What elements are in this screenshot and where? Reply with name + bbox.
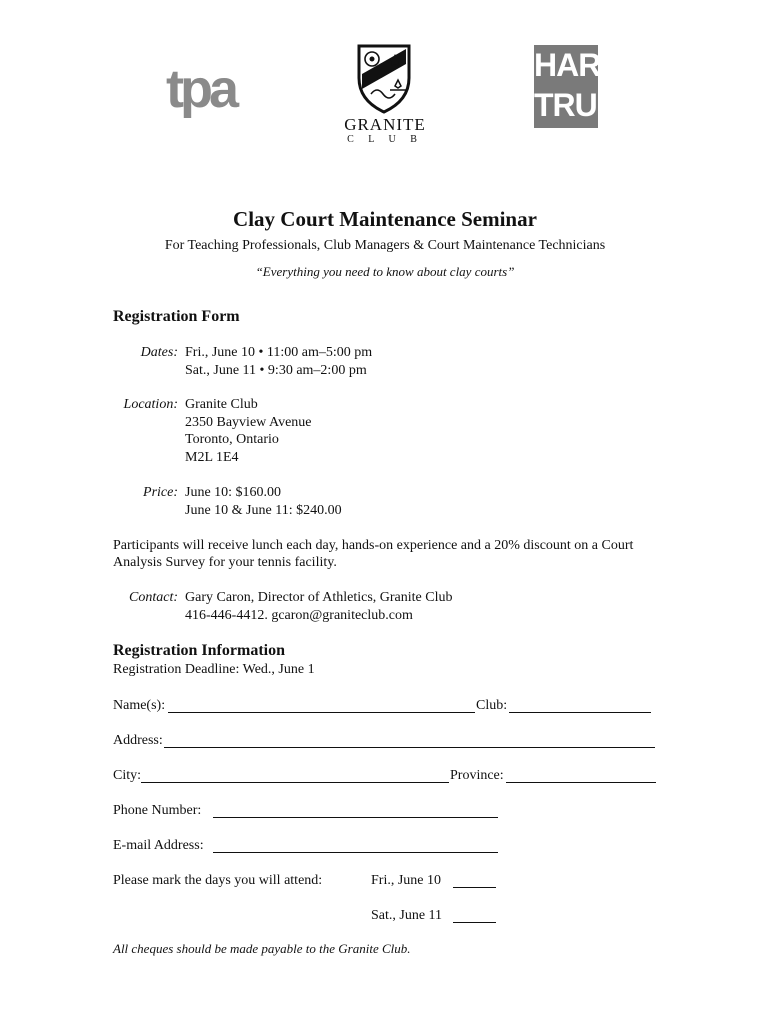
tagline: “Everything you need to know about clay courts” xyxy=(255,264,515,279)
names-label: Name(s): xyxy=(113,698,166,713)
price-line: June 10 & June 11: $240.00 xyxy=(185,502,342,518)
club-wordmark: C L U B xyxy=(347,134,423,145)
granite-wordmark: GRANITE xyxy=(344,115,426,134)
day2-mark-field[interactable] xyxy=(453,921,496,923)
club-label: Club: xyxy=(476,698,508,713)
registration-deadline: Registration Deadline: Wed., June 1 xyxy=(113,662,315,677)
page-subtitle: For Teaching Professionals, Club Managers & Court Maintenance Technicians xyxy=(164,238,606,253)
price-values xyxy=(185,484,342,519)
names-field[interactable] xyxy=(168,711,475,713)
day1-label: Fri., June 10 xyxy=(371,873,441,888)
contact-label: Contact: xyxy=(129,590,178,605)
registration-info-heading: Registration Information xyxy=(113,642,285,659)
date-line: Fri., June 10 • 11:00 am–5:00 pm xyxy=(185,345,373,360)
har-tru-logo xyxy=(534,45,605,128)
date-line: Sat., June 11 • 9:30 am–2:00 pm xyxy=(185,362,367,378)
city-label: City: xyxy=(113,768,142,783)
contact-values xyxy=(185,589,452,624)
city-field[interactable] xyxy=(141,781,449,783)
club-field[interactable] xyxy=(509,711,651,713)
cheque-note: All cheques should be made payable to the Granite Club. xyxy=(113,941,411,956)
price-label: Price: xyxy=(143,485,178,500)
registration-form-heading: Registration Form xyxy=(113,308,240,325)
tpa-logo: tpa xyxy=(166,59,235,119)
location-line: 2350 Bayview Avenue xyxy=(185,414,312,430)
province-field[interactable] xyxy=(506,781,656,783)
email-label: E-mail Address: xyxy=(113,838,204,853)
dates-values xyxy=(185,344,372,379)
har-tru-line2: TRU. xyxy=(534,87,605,123)
location-values xyxy=(185,396,312,466)
address-field[interactable] xyxy=(164,746,655,748)
phone-field[interactable] xyxy=(213,816,498,818)
province-label: Province: xyxy=(450,768,504,783)
page-title: Clay Court Maintenance Seminar xyxy=(233,207,537,231)
price-line: June 10: $160.00 xyxy=(185,485,282,500)
address-label: Address: xyxy=(113,733,163,748)
granite-club-crest-icon xyxy=(357,44,411,114)
contact-line: Gary Caron, Director of Athletics, Granite Club xyxy=(185,590,453,605)
day2-label: Sat., June 11 xyxy=(371,908,443,923)
location-line: Toronto, Ontario xyxy=(185,432,279,447)
har-tru-line1: HAR xyxy=(534,47,601,83)
phone-label: Phone Number: xyxy=(113,803,202,818)
days-label: Please mark the days you will attend: xyxy=(113,873,323,888)
email-field[interactable] xyxy=(213,851,498,853)
dates-label: Dates: xyxy=(140,345,178,360)
location-line: M2L 1E4 xyxy=(185,449,239,465)
participants-note: Participants will receive lunch each day, hands-on experience and a 20% discount on a Court Analysis Survey for your tennis facility. xyxy=(113,538,634,570)
location-label: Location: xyxy=(123,397,178,412)
contact-line: 416-446-4412. gcaron@graniteclub.com xyxy=(185,607,413,623)
day1-mark-field[interactable] xyxy=(453,886,496,888)
location-line: Granite Club xyxy=(185,397,258,412)
